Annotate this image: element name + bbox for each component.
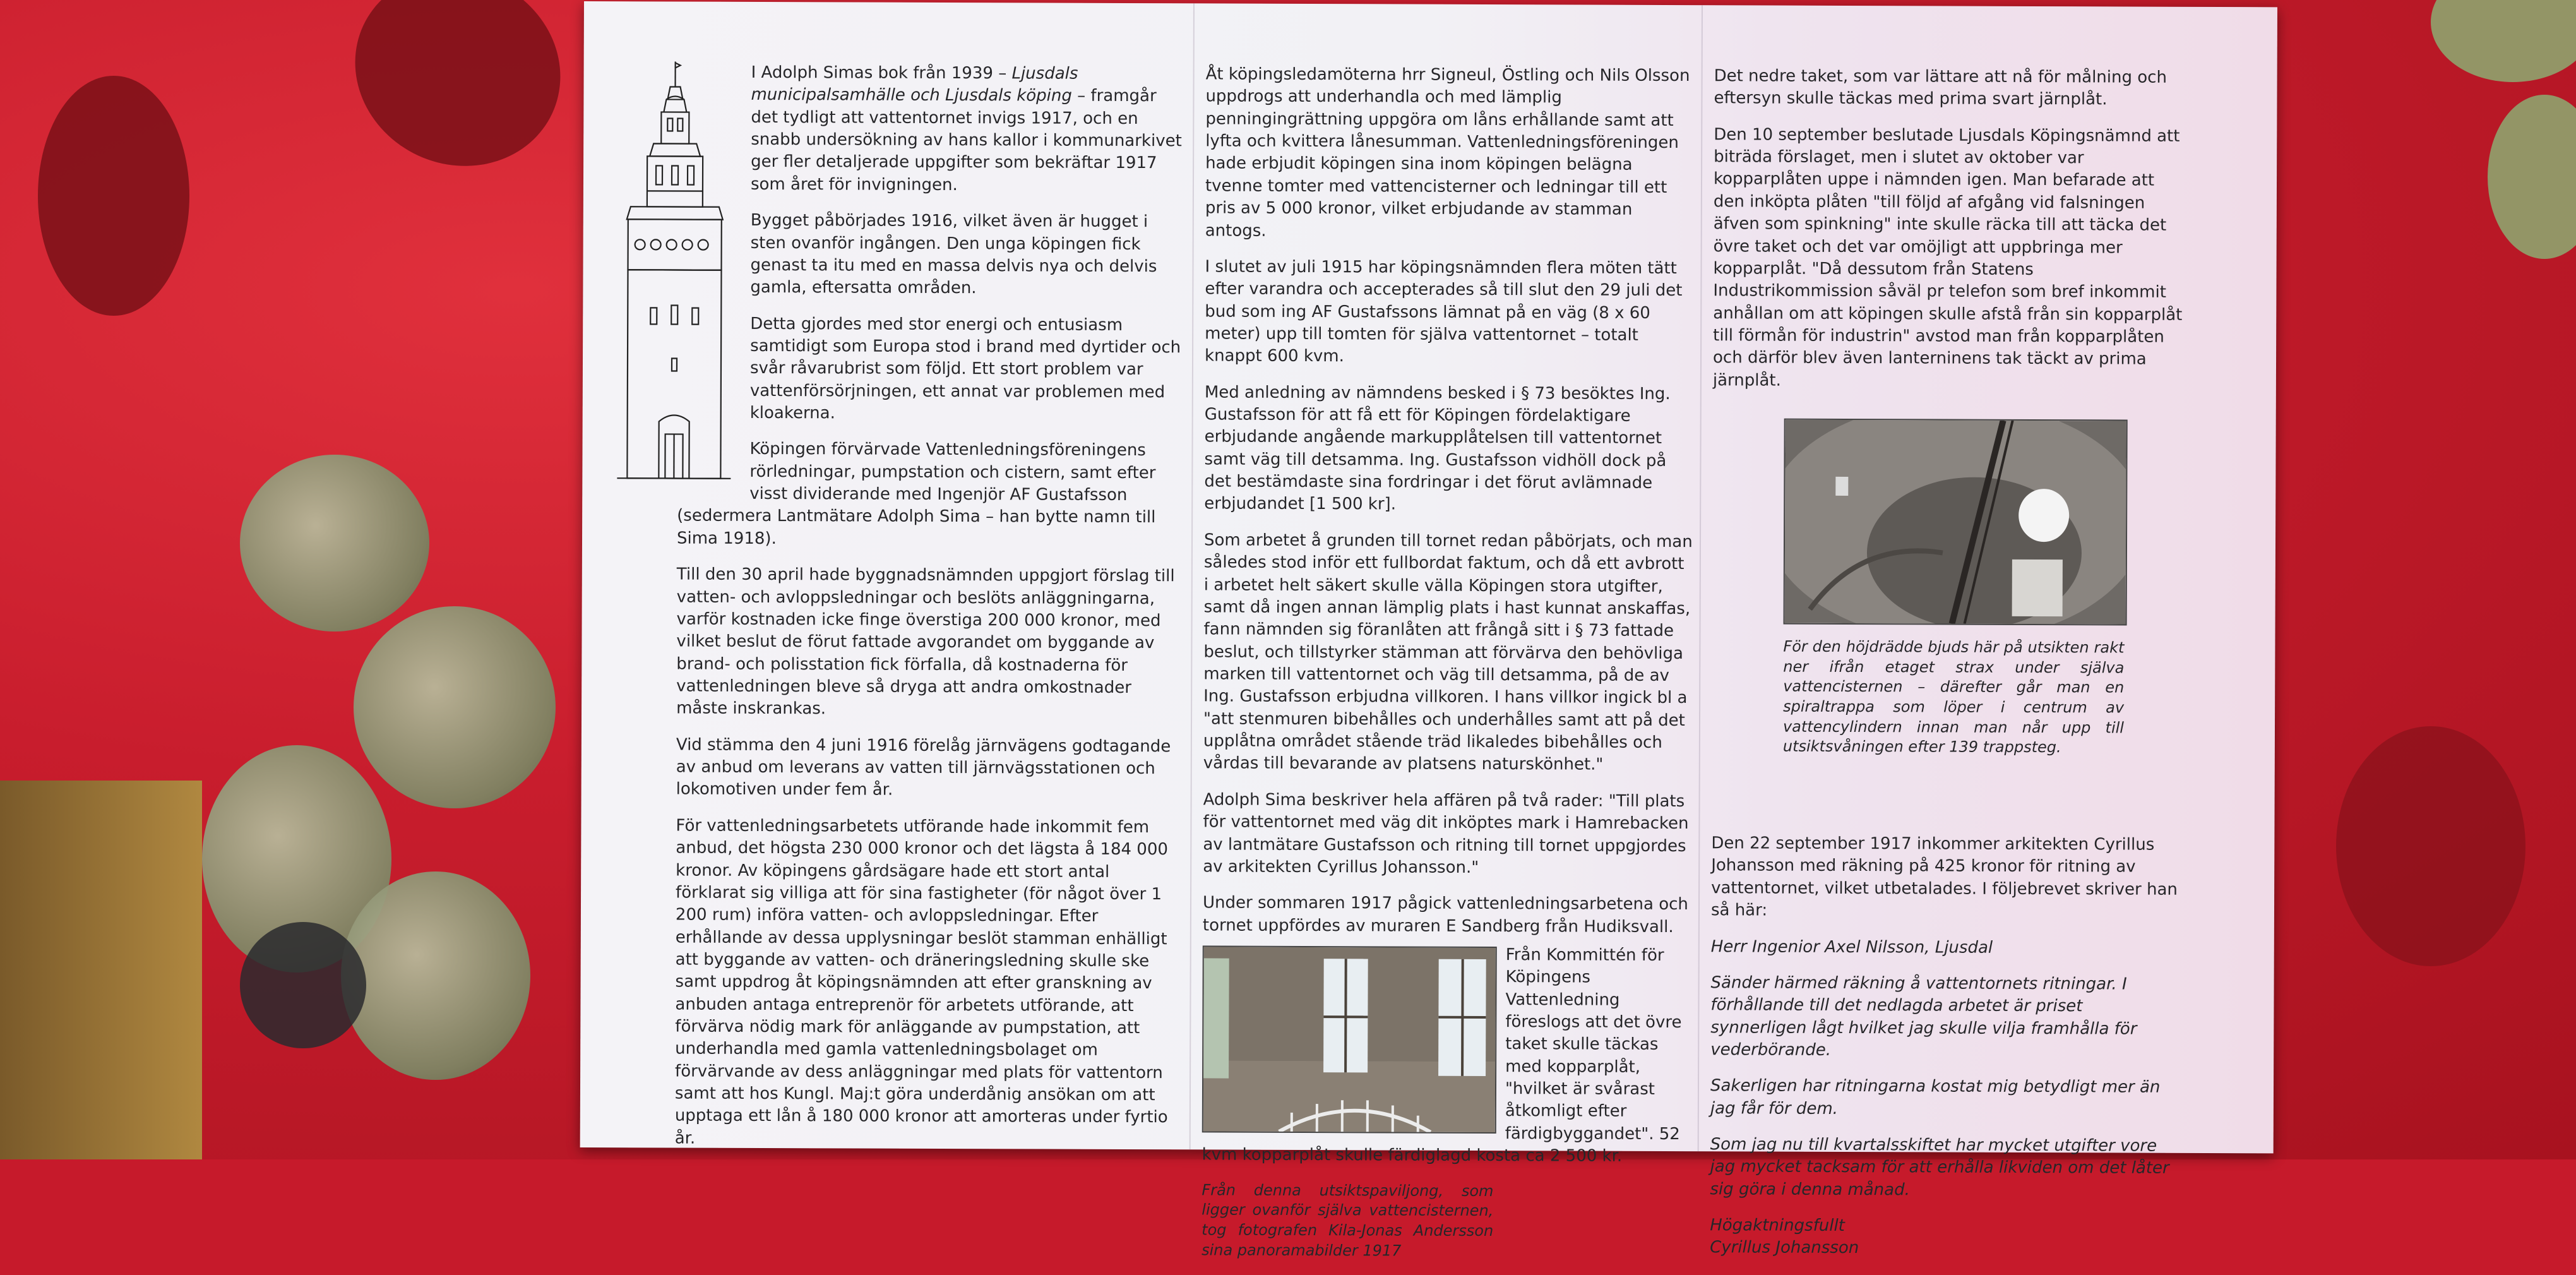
letter-salutation: Herr Ingenior Axel Nilsson, Ljusdal [1711,936,2181,960]
col1-paragraph-6: Vid stämma den 4 juni 1916 förelåg järnvägens godtagande av anbud om leverans av vatten till järnvägsstationen och lokomotiven under fem år. [676,734,1183,803]
col2-paragraph-2: I slutet av juli 1915 har köpingsnämnden flera möten tätt efter varandra och accepterades så till slut den 29 juli det bud som ing AF Gustafssons lämnat på en väg (8 x 60 meter) upp till tomten för själva vattentornet – totalt knappt 600 kvm. [1205,256,1695,369]
col2-paragraph-6: Under sommaren 1917 pågick vattenledningsarbetena och tornet uppfördes av muraren E Sandberg från Hudiksvall. [1203,892,1692,938]
letter-signature: Cyrillus Johansson [1710,1237,2180,1261]
fabric-flower-petal [240,455,429,632]
col2-paragraph-3: Med anledning av nämndens besked i § 73 besöktes Ing. Gustafsson för att få ett för Köpingen fördelaktigare erbjudande angående markupplåtelsen till vattentornet samt väg till detsamma. Ing. Gustafsson vidhöll dock på det bestämdaste sina fordringar i det förut avlämnade erbjudandet [1 500 kr]. [1204,381,1694,517]
letter-paragraph-3: Som jag nu till kvartalsskiftet har mycket utgifter vore jag mycket tacksam för att erhålla likviden om det låter sig göra i denna månad. [1710,1134,2180,1202]
col2-paragraph-7: Från Kommittén för Köpingens Vattenledning föreslogs att det övre taket skulle täckas med kopparplåt, "hvilket är svårast åtkomligt efter färdigbyggandet". 52 kvm kopparplåt skulle färdiglagd kosta ca 2 500 kr. [1202,943,1692,1168]
fold-line [1698,5,1703,1151]
letter-closing: Högaktningsfullt [1710,1214,2180,1238]
col2-paragraph-5: Adolph Sima beskriver hela affären på två rader: "Till plats för vattentornet med väg dit inköptes mark i Hamrebacken av lantmätare Gustafsson och ritning till tornet uppgjordes av arkitekten Cyrillus Johansson." [1203,789,1692,880]
col1-paragraph-5: Till den 30 april hade byggnadsnämnden uppgjort förslag till vatten- och avloppsledningar och beslöts anläggningarna, varför kostnaden icke finge överstiga 200 000 kronor, med vilket beslut de förut fattade avgorandet om byggande av brand- och polisstation fick förfalla, då kostnaderna för vattenledningen bleve så dryga att andra omkostnader måste inskrankas. [676,564,1183,722]
col1-paragraph-3: Detta gjordes med stor energi och entusiasm samtidigt som Europa stod i brand med dyrtider och svår råvarubrist som följd. Ett stort problem var vattenförsörjningen, ett annat var problemen med kloakerna. [677,313,1184,426]
fabric-flower-petal [354,606,556,808]
fabric-leaf [2488,95,2576,259]
col1-paragraph-2: Bygget påbörjades 1916, vilket även är hugget i sten ovanför ingången. Den unga köpingen fick genast ta itu med en massa delvis nya och delvis gamla, eftersatta områden. [677,210,1184,301]
col1-paragraph-7: För vattenledningsarbetets utförande hade inkommit fem anbud, det högsta 230 000 kronor och det lägsta å 184 000 kronor. Av köpingens gårdsägare hade ett stort antal förklarat sig villiga att för sina fastigheter (för något över 1 200 rum) införa vatten- och avloppsledningar. Efter erhållande av dessa upplysningar beslöt stamman enhälligt att byggande av vatten- och dräneringsledning skulle ske samt uppdrog åt köpingsnämnden att efter granskning av anbuden antaga entreprenör för arbetets utförande, att förvärva nödig mark för anläggande av pumpstation, att underhandla med gamla vattenledningsbolaget om förvärvande av dess anläggningar med plats för vattentorn samt att hos Kungl. Maj:t göra underdånig ansökan om att upptaga ett lån å 180 000 kronor att amorteras under fyrtio år. [675,815,1183,1151]
letter-paragraph-2: Sakerligen har ritningarna kostat mig betydligt mer än jag får för dem. [1710,1075,2181,1122]
col2-paragraph-1: Åt köpingsledamöterna hrr Signeul, Östling och Nils Olsson uppdrogs att underhandla och med lämplig penningingrättning uppgöra om låns erhållande samt att lyfta och kvittera lånesumman. Vattenledningsföreningen hade erbjudit köpingen sina inom köpingen belägna tvenne tomter med vattencisterner och ledningar till ett pris av 5 000 kronor, vilket erbjudande av stamman antogs. [1205,63,1695,244]
water-tower-drawing [611,55,738,498]
fabric-leaf [323,0,592,200]
col2-paragraph-4: Som arbetet å grunden till tornet redan påbörjats, och man således stod inför ett fullbordat faktum, och då ett avbrott i arbetet helt säkert skulle välla Köpingen stora utgifter, samt då ingen annan lämplig plats i hast kunnat anskaffas, fann nämnden sig föranlåten att frångå sitt i § 73 fattade beslut, och tillstyrker stämman att förvärva den behövliga marken till vattentornet och väg till detsamma, på de av Ing. Gustafsson erbjudna villkoren. I hans villkor ingick bl a "att stenmuren bibehålles och underhålles samt att på det upplåtna området stående träd likaledes bibehålles och vårdas till bevarande av platsens naturskönhet." [1203,529,1693,777]
col1-paragraph-1: I Adolph Simas bok från 1939 – Ljusdals municipalsamhälle och Ljusdals köping – framgår det tydligt att vattentornet invigs 1917, och en snabb undersökning av hans kallor i kommunarkivet ger fler detaljerade uppgifter som bekräftar 1917 som året för invigningen. [678,62,1185,198]
stair-photo-caption: För den höjdrädde bjuds här på utsikten rakt ner ifrån etaget strax under själva vattencisternen – därefter går man en spiraltrappa som löper i centrum av vattencylindern innan man når upp till utsiktsvåningen efter 139 trappsteg. [1783,637,2125,758]
col3-paragraph-1: Det nedre taket, som var lättare att nå för målning och eftersyn skulle täckas med prima svart järnplåt. [1714,65,2184,111]
fold-line [1190,3,1195,1149]
fabric-leaf [2336,726,2525,966]
col3-paragraph-2: Den 10 september beslutade Ljusdals Köpingsnämnd att biträda förslaget, men i slutet av oktober var kopparplåten uppe i nämnden igen. Man befarade att den inköpta plåten "till följd af afgång vid falsningen äfven som spinkning" inte skulle räcka till att täcka det övre taket och det var omöjligt att uppbringa mer kopparplåt. "Då dessutom från Statens Industrikommission såväl pr telefon som bref inkommit anhållan om att köpingen skulle afstå från sin kopparplåt till förmån för industrin" avstod man från kopparplåten och därför blev även lanterninens tak täckt av prima järnplåt. [1713,124,2184,393]
col1-paragraph-4: Köpingen förvärvade Vattenledningsföreningens rörledningar, pumpstation och cistern, samt efter visst dividerande med Ingenjör AF Gustafsson (sedermera Lantmätare Adolph Sima – han bytte namn till Sima 1918). [677,438,1184,552]
wall-background [0,781,202,1159]
column-right [1710,65,2185,1274]
fabric-leaf [2431,0,2576,82]
column-middle [1202,63,1695,1262]
column-left [675,62,1185,1166]
pavilion-photo [1202,945,1497,1134]
pavilion-photo-caption: Från denna utsiktspaviljong, som ligger ovanför själva vattencisternen, tog fotografen Kila-Jonas Andersson sina panoramabilder 1917 [1202,1180,1493,1261]
letter-paragraph-1: Sänder härmed räkning å vattentornets ritningar. I förhållande till det nedlagda arbetet är priset synnerligen lågt hvilket jag skulle vilja framhålla för vederbörande. [1710,972,2181,1063]
brochure-page [580,1,2277,1153]
col3-paragraph-3: Den 22 september 1917 inkommer arkitekten Cyrillus Johansson med räkning på 425 kronor för ritning av vattentornet, vilket utbetalades. I följebrevet skriver han så här: [1711,832,2181,923]
fabric-leaf [38,76,189,316]
fabric-flower-center [240,922,366,1048]
fabric-flower-petal [341,871,530,1080]
stair-photo [1784,419,2128,626]
